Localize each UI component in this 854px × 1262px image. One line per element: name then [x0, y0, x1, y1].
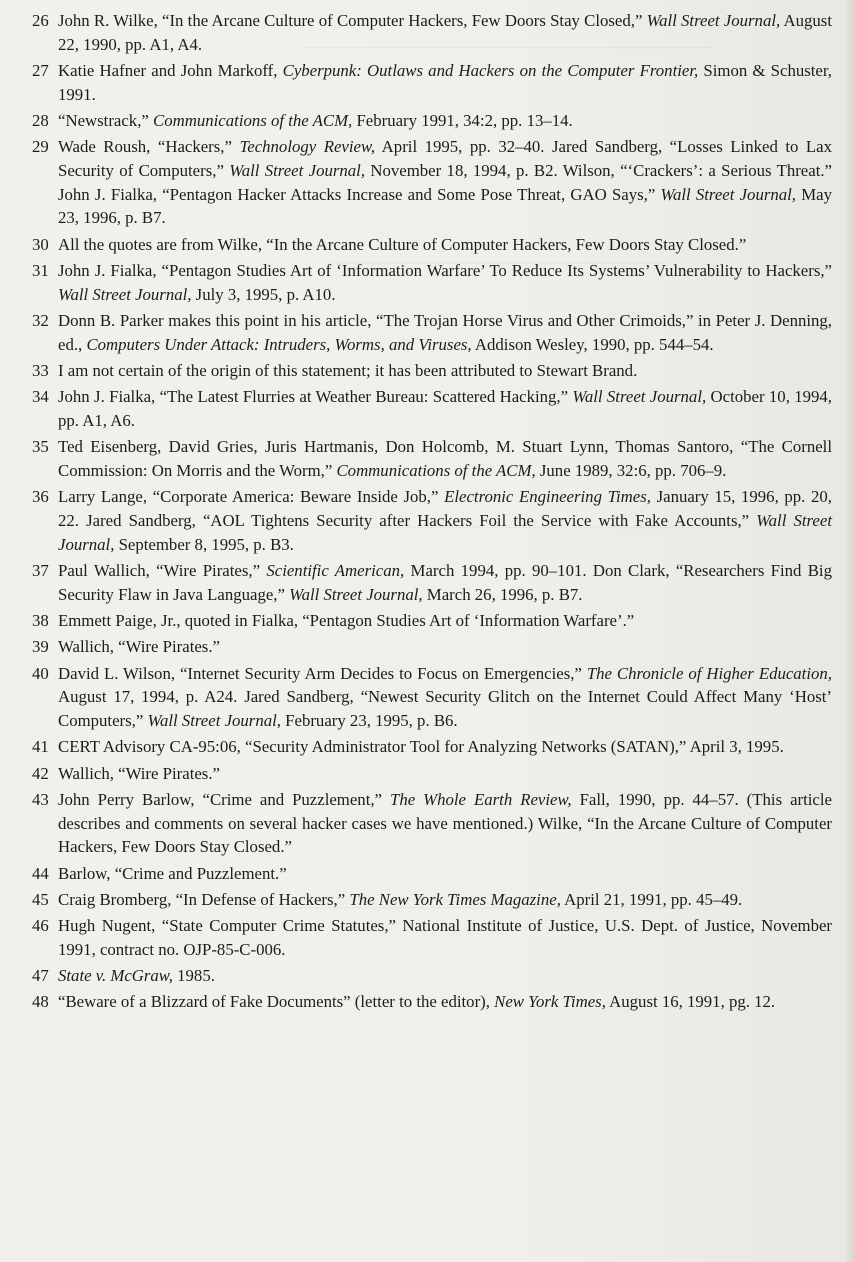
endnote-number: 39	[32, 637, 49, 657]
endnote-number: 31	[32, 261, 49, 280]
endnote-41	[32, 735, 832, 759]
italic-title: Scientific American,	[266, 561, 405, 580]
citation-text: August 16, 1991, pg. 12.	[605, 992, 776, 1012]
endnote-text	[58, 261, 832, 304]
citation-text: August 22, 1990, pp. A1, A4.	[58, 11, 832, 54]
citation-text: Simon & Schuster, 1991.	[58, 61, 832, 104]
citation-text: February 23, 1995, p. B6.	[280, 711, 458, 730]
citation-text: Wallich, “Wire Pirates.”	[58, 763, 220, 783]
citation-text: I am not certain of the origin of this statement; it has been attributed to Stewart Brand.	[58, 361, 638, 380]
italic-title: Computers Under Attack: Intruders, Worms, and Viruses,	[86, 334, 472, 354]
endnote-45	[32, 888, 832, 912]
citation-text: John Perry Barlow, “Crime and Puzzlement,”	[58, 789, 390, 809]
endnote-text	[58, 61, 832, 104]
citation-text: John R. Wilke, “In the Arcane Culture of Computer Hackers, Few Doors Stay Closed,”	[58, 11, 647, 30]
citation-text: 1985.	[172, 966, 215, 986]
endnote-text	[58, 790, 832, 856]
italic-title: Wall Street Journal,	[289, 584, 423, 604]
page-edge-shadow	[844, 0, 854, 1262]
endnote-text	[58, 664, 832, 730]
citation-text: March 26, 1996, p. B7.	[422, 584, 583, 604]
citation-text: Emmett Paige, Jr., quoted in Fialka, “Pentagon Studies Art of ‘Information Warfare’.”	[58, 611, 635, 630]
endnote-number: 37	[32, 561, 49, 580]
endnote-number: 44	[32, 863, 49, 883]
endnote-text	[58, 235, 746, 254]
endnote-28	[32, 109, 832, 133]
endnote-42	[32, 762, 832, 786]
italic-title: Wall Street Journal,	[646, 11, 781, 30]
endnote-46	[32, 914, 832, 961]
endnote-text	[58, 966, 215, 985]
endnote-text	[58, 764, 220, 783]
endnote-number: 26	[32, 11, 49, 30]
italic-title: Wall Street Journal,	[58, 284, 192, 304]
endnote-43	[32, 788, 832, 859]
endnote-number: 48	[32, 992, 49, 1012]
endnote-32	[32, 309, 832, 356]
endnote-text	[58, 864, 287, 883]
italic-title: Electronic Engineering Times,	[444, 487, 651, 507]
italic-title: Wall Street Journal,	[660, 184, 797, 204]
italic-title: The New York Times Magazine,	[349, 889, 561, 909]
endnote-text	[58, 561, 832, 604]
endnote-text	[58, 916, 832, 959]
endnote-text	[58, 611, 634, 630]
italic-title: Cyberpunk: Outlaws and Hackers on the Computer Frontier,	[282, 61, 699, 80]
endnote-47	[32, 964, 832, 988]
italic-title: Communications of the ACM,	[153, 111, 353, 130]
endnote-number: 43	[32, 789, 49, 809]
endnote-35	[32, 435, 832, 482]
endnote-44	[32, 862, 832, 886]
endnote-number: 47	[32, 966, 49, 986]
citation-text: October 10, 1994, pp. A1, A6.	[58, 387, 832, 430]
endnote-number: 38	[32, 611, 49, 630]
endnote-39	[32, 635, 832, 659]
citation-text: Barlow, “Crime and Puzzlement.”	[58, 863, 287, 883]
citation-text: Ted Eisenberg, David Gries, Juris Hartmanis, Don Holcomb, M. Stuart Lynn, Thomas Santoro, “The Cornell Commission: On Morris and the Worm,”	[58, 437, 832, 480]
citation-text: July 3, 1995, p. A10.	[191, 284, 336, 304]
endnote-number: 33	[32, 361, 49, 380]
citation-text: Donn B. Parker makes this point in his article, “The Trojan Horse Virus and Other Crimoids,” in Peter J. Denning, ed.,	[58, 311, 832, 354]
endnote-text	[58, 387, 832, 430]
endnote-number: 42	[32, 763, 49, 783]
citation-text: August 17, 1994, p. A24. Jared Sandberg, “Newest Security Glitch on the Internet Could Affect Many ‘Host’ Computers,”	[58, 687, 832, 730]
citation-text: Addison Wesley, 1990, pp. 544–54.	[471, 334, 714, 354]
endnote-text	[58, 311, 832, 354]
citation-text: CERT Advisory CA-95:06, “Security Administrator Tool for Analyzing Networks (SATAN),” April 3, 1995.	[58, 737, 784, 757]
endnote-number: 36	[32, 487, 49, 507]
italic-title: The Chronicle of Higher Education,	[586, 663, 832, 683]
italic-title: Wall Street Journal,	[229, 161, 366, 180]
endnote-text	[58, 437, 832, 480]
endnote-number: 35	[32, 437, 49, 457]
endnote-36	[32, 485, 832, 556]
citation-text: Katie Hafner and John Markoff,	[58, 61, 283, 80]
citation-text: John J. Fialka, “The Latest Flurries at Weather Bureau: Scattered Hacking,”	[58, 387, 573, 407]
endnote-number: 34	[32, 387, 49, 407]
endnote-text	[58, 487, 832, 553]
citation-text: John J. Fialka, “Pentagon Studies Art of ‘Information Warfare’ To Reduce Its Systems’ Vulnerability to Hackers,”	[58, 261, 832, 280]
endnote-number: 29	[32, 137, 49, 157]
endnote-text	[58, 111, 573, 130]
citation-text: November 18, 1994, p. B2. Wilson, “‘Crackers’: a Serious Threat.” John J. Fialka, “Pentagon Hacker Attacks Increase and Some Pose Threat, GAO Says,”	[58, 161, 833, 204]
endnote-number: 46	[32, 916, 49, 936]
citation-text: April 1995, pp. 32–40. Jared Sandberg, “Losses Linked to Lax Security of Computers,”	[58, 137, 832, 180]
citation-text: Paul Wallich, “Wire Pirates,”	[58, 561, 267, 580]
italic-title: Technology Review,	[239, 137, 376, 157]
italic-title: New York Times,	[494, 992, 606, 1012]
endnote-26	[32, 9, 832, 56]
endnote-number: 40	[32, 663, 49, 683]
citation-text: “Beware of a Blizzard of Fake Documents” (letter to the editor),	[58, 992, 495, 1012]
endnote-34	[32, 385, 832, 432]
citation-text: Hugh Nugent, “State Computer Crime Statutes,” National Institute of Justice, U.S. Dept. of Justice, November 1991, contract no. OJP-85-C-006.	[58, 916, 832, 959]
citation-text: David L. Wilson, “Internet Security Arm Decides to Focus on Emergencies,”	[58, 663, 587, 683]
endnote-text	[58, 637, 220, 656]
endnote-text	[58, 737, 784, 756]
endnote-33	[32, 359, 832, 383]
citation-text: All the quotes are from Wilke, “In the Arcane Culture of Computer Hackers, Few Doors Stay Closed.”	[58, 234, 747, 254]
italic-title: Wall Street Journal,	[572, 387, 707, 407]
endnote-40	[32, 662, 832, 733]
italic-title: Communications of the ACM,	[336, 461, 536, 480]
endnote-text	[58, 11, 832, 54]
endnote-29	[32, 135, 832, 230]
citation-text: Larry Lange, “Corporate America: Beware Inside Job,”	[58, 487, 445, 507]
citation-text: April 21, 1991, pp. 45–49.	[560, 889, 743, 909]
citation-text: Craig Bromberg, “In Defense of Hackers,”	[58, 889, 350, 909]
citation-text: Wade Roush, “Hackers,”	[58, 137, 240, 157]
endnote-31	[32, 259, 832, 306]
citation-text: January 15, 1996, pp. 20, 22. Jared Sandberg, “AOL Tightens Security after Hackers Foil the Service with Fake Accounts,”	[58, 487, 832, 530]
citation-text: March 1994, pp. 90–101. Don Clark, “Researchers Find Big Security Flaw in Java Language,”	[58, 561, 832, 604]
endnote-30	[32, 233, 832, 257]
italic-title: Wall Street Journal,	[147, 711, 281, 730]
endnote-37	[32, 559, 832, 606]
endnote-48	[32, 990, 832, 1014]
endnote-number: 28	[32, 111, 49, 130]
endnote-number: 41	[32, 737, 49, 757]
italic-title: Wall Street Journal,	[58, 511, 832, 554]
endnote-text	[58, 992, 775, 1011]
endnote-38	[32, 609, 832, 633]
citation-text: February 1991, 34:2, pp. 13–14.	[352, 111, 573, 130]
italic-title: State v. McGraw,	[58, 966, 173, 986]
endnote-text	[58, 361, 637, 380]
endnote-number: 27	[32, 61, 49, 80]
citation-text: “Newstrack,”	[58, 111, 154, 130]
endnote-number: 30	[32, 234, 49, 254]
endnotes-list	[32, 9, 832, 1014]
endnote-27	[32, 59, 832, 106]
endnote-number: 32	[32, 311, 49, 330]
citation-text: Fall, 1990, pp. 44–57. (This article describes and comments on several hacker cases we have mentioned.) Wilke, “In the Arcane Culture of Computer Hackers, Few Doors Stay Closed.”	[58, 789, 832, 857]
endnote-text	[58, 890, 742, 909]
citation-text: May 23, 1996, p. B7.	[58, 184, 832, 228]
endnote-number: 45	[32, 889, 49, 909]
italic-title: The Whole Earth Review,	[389, 789, 572, 809]
endnote-text	[58, 137, 832, 227]
citation-text: September 8, 1995, p. B3.	[114, 534, 294, 554]
citation-text: June 1989, 32:6, pp. 706–9.	[535, 461, 727, 480]
citation-text: Wallich, “Wire Pirates.”	[58, 637, 220, 657]
